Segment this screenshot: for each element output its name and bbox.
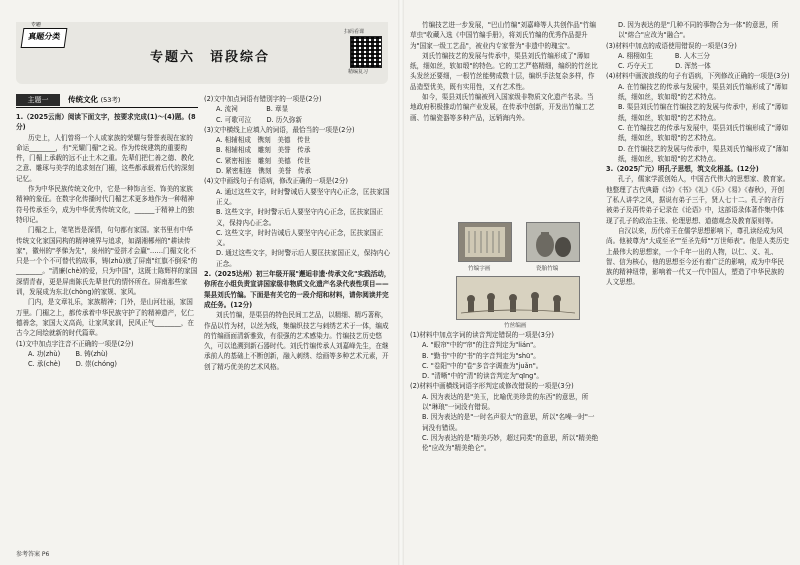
page-fold [398,0,404,565]
q1-sub2: (2)文中加点词语有错别字的一项是(2分) [204,95,322,103]
page-title: 专题六 语段综合 [150,50,271,65]
bamboo-silk-painting-image [456,276,580,320]
figure-caption-1: 竹编字画 [468,266,491,272]
column-2 [204,94,394,372]
answer-reference-footer: 参考答案 P6 [16,551,50,558]
q3-passage-1: 孔子，儒家学派创始人，中国古代伟大的思想家、教育家。他整理了古代典籍《诗》《书》《礼》《乐》《易》《春秋》，开创了私人讲学之风，据说有弟子三千，贤人七十二。孔子的言行被弟子及再传弟子记录在《论语》中，这部语录体著作集中体现了孔子的政治主张、伦理思想、道德观念及教育原则等。 [606,175,790,225]
q2-passage-1: 刘氏竹编，是渠县的特色民间工艺品，以精细、精巧著称，作品以竹为材，以丝为线，集编织技艺与刺绣艺术于一体，编成的竹编画面清新雅致，有很强的艺术感染力。竹编技艺历史悠久，可以追溯到新石器时代。刘氏竹编传承人刘嘉峰先生，在继承前人的基础上不断创新，融入刺绣、绘画等多种艺术元素，开创了精巧优美的艺术风格。 [204,311,389,371]
option-b[interactable]: B. 铸(zhù) [75,349,108,358]
theme-count: (53考) [100,96,121,104]
q2-sub1: (1)材料中加点字词的读音判定错误的一项是(3分) [410,331,554,339]
question-1-stem: 1.（2025云南）阅读下面文字，按要求完成(1)～(4)题。(8分) [16,113,196,132]
series-small-label: 专题 [30,22,42,28]
option-b[interactable]: B. 章显 [266,105,289,114]
option-d[interactable]: D. 浑然一体 [675,62,711,71]
theme-title: 传统文化 [68,95,98,104]
q2-sub1-option-c[interactable]: C. "卷阳"中的"卷"多音字调查为"juǎn"。 [422,361,543,370]
option-a[interactable]: A. 流祠 [216,105,238,114]
q2-sub2-option-b[interactable]: B. 因为表达的是"一时名声很大"的意思，所以"名噪一时"一词没有错误。 [422,413,595,432]
q3-passage-2: 自汉以来，历代帝王在儒学思想影响下，尊孔读经成为风尚。他被尊为"大成至圣""至圣先师""万世师表"。他是人类历史上最伟大的思想家，一个千年一出的人物，以仁、义、礼、智、信为核心，他的思想至今还有着广泛的影响，成为中华民族的精神纽带，影响着一代又一代中国人，塑造了中华民族的人文思想。 [606,226,790,287]
q1-sub3-option-b[interactable]: B. 相辅相成 雕刻 美誉 传承 [216,146,311,155]
option-c[interactable]: C. 承(chè) [28,360,61,369]
q2-sub4-option-b[interactable]: B. 渠县刘氏竹编在竹编技艺的发展与传承中，形成了"薄如纸，细如丝，软如缎"的艺术特点。 [618,103,788,122]
q1-sub3-option-d[interactable]: D. 紧密相连 镌刻 美誉 传承 [216,167,311,176]
qr-code-icon[interactable] [350,36,382,68]
q2-sub4-option-c[interactable]: C. 在竹编技艺的传承与发展中，渠县刘氏竹编形成了"薄如纸，细如丝，软如缎"的艺术特点。 [618,123,789,143]
option-d[interactable]: D. 历久弥新 [266,115,303,124]
q2-sub1-option-b[interactable]: B. "勤书"中的"书"的字音判定为"shū"。 [422,351,540,360]
bamboo-calligraphy-image [458,222,512,262]
q1-passage-3: 门楣之上，笔笔皆是深情，句句都有家国。家书里有中华传统文化家国同构的精神境界与追求，如湖湘郴州的"耕读传家"，徽州的"孝悌为先"，泉州的"爱拼才会赢"……门楣文化不只是一个个不可替代的故事，铸(zhù)就了屏南"红旗不倒采"的________。"清廉(chè)的爱，只为中国"，这既士陈辉样的家国深情青春，更是屏南陈氏先辈世代的情怀所在。屏南那些家训，发展成为东北(chòng)的家规、家风。 [16,226,198,297]
series-tag [21,22,68,48]
q2-passage-2: 竹编技艺进一步发展，"巴山竹编"刘嘉峰等人共创作品"竹编草虫"收藏入选《中国竹编手册》，将刘氏竹编的优秀作品提升为"国家一级工艺品"，被业内专家誉为"非遗中的瑰宝"。 [410,21,596,50]
theme-name [68,94,120,106]
option-d[interactable]: D. 崇(chóng) [75,360,117,369]
porcelain-bamboo-image [526,222,580,262]
q2-sub4-option-a[interactable]: A. 在竹编技艺的传承与发展中，渠县刘氏竹编形成了"薄如纸，细如丝，软如缎"的艺术特点。 [618,82,788,102]
figure-caption-3: 竹丝编画 [504,323,527,329]
q1-passage-4: 门内，是文章礼乐，家族精神；门外，是山河壮丽，家国万里。门楣之上，都传承着中华民族守护了的精神遗产，忆仁德善念，家国大义高尚，让家风家训，民风正气________，在古今之间绘就新的时代篇章。 [16,298,195,338]
option-b[interactable]: B. 人木三分 [674,51,710,60]
option-c[interactable]: C. 可歌可泣 [216,115,252,124]
q1-passage-2: 作为中华民族传统文化中，它是一种饰言至、饰美的家族精神的象征。在数字化传播时代门楣艺术更多地作为一种精神符号传承至今，成为中华优秀传统文化，______于精神上的独特印记。 [16,185,195,224]
q2-passage-3: 刘氏竹编技艺的发展与传承中，渠县刘氏竹编形成了"薄如纸，细如丝，软如缎"的特色。它的工艺严格精细，编织的竹丝比头发丝还要细，一根竹丝能劈成数十层，编织手法复杂多样，作品造型优美，既有实用性，又有艺术性。 [410,51,598,91]
qr-caption-bottom: 精编复习 [348,69,369,75]
column-3 [410,20,600,123]
question-2-stem: 2.（2025达州）初三年级开展"邂逅非遗·传承文化"实践活动，你所在小组负责宣讲国家级非物质文化遗产名录代表性项目——渠县刘氏竹编。下面是有关它的一段介绍和材料，请你阅读并完成任务。(12分) [204,270,391,309]
q1-sub4-option-a[interactable]: A. 通过这些文字，时时警诫后人要坚守内心正念，匡扶家国正义。 [216,187,390,206]
column-1 [16,112,198,369]
q1-sub4-option-d[interactable]: D. 通过这些文字，时时警示后人要匡扶家国正义，保持内心正念。 [216,249,391,268]
q2-passage-4: 如今，渠县刘氏竹编被列入国家级非物质文化遗产名录。当地政府积极推动竹编产业发展，在传承中创新，开发出竹编工艺画、竹编瓷器等多种产品，远销海内外。 [410,93,595,122]
q2-sub3-options [606,51,790,72]
q2-sub2-option-d[interactable]: D. 因为表达的是"几种不同的事物合为一体"的意思，所以"熔合"应改为"融合"。 [618,21,779,40]
figure-caption-2: 瓷胎竹编 [536,266,559,272]
q2-sub3: (3)材料中加点的成语使用错误的一项是(3分) [606,41,737,50]
q1-sub4-option-b[interactable]: B. 这些文字，时时警示后人要坚守内心正念，匡扶家国正义，保持内心正念。 [216,208,383,227]
question-3-stem: 3.（2025广元）明孔子思想，筑文化根基。(12分) [606,165,759,174]
q2-sub1-option-a[interactable]: A. "眼帘"中的"帘"的注音判定为"lián"。 [422,341,540,350]
option-a[interactable]: A. 栩栩如生 [618,51,653,60]
column-3-questions [410,330,600,454]
column-4 [606,20,790,288]
theme-tag: 主题一 [16,94,60,106]
q1-sub3-option-a[interactable]: A. 相辅相成 镌刻 美德 传世 [216,136,311,145]
q1-sub4-option-c[interactable]: C. 这些文字，时时告诫后人要坚守内心正念，匡扶家国正义。 [216,228,384,248]
q1-passage-1: 历史上，人们曾将一个人或家族的荣耀与誉誉表现在家的命运________，有"光耀门楣"之说。作为传统建筑的重要构件，门楣上承载的远不止土木之重。先辈们把仁善之德、教化之意、雕琢与美学的追求刻在门楣，这些都承载着后代的深刻记忆。 [16,133,195,183]
theme-heading [16,94,198,108]
q2-sub2-option-a[interactable]: A. 因为表达的是"美玉，比喻优美珍贵的东西"的意思，所以"琳琅"一词没有错误。 [422,392,589,412]
q2-sub2: (2)材料中画横线词语字形判定或修改错误的一项是(3分) [410,382,574,391]
series-label: 真题分类 [27,32,61,41]
option-a[interactable]: A. 功(zhù) [28,349,61,358]
q2-sub4-option-d[interactable]: D. 在竹编技艺的发展与传承中，渠县刘氏竹编形成了"薄如纸，细如丝，软如缎"的艺术特点。 [618,144,789,163]
q1-sub3: (3)文中横线上应填入的词语，最恰当的一项是(2分) [204,125,355,134]
q2-sub2-option-c[interactable]: C. 因为表达的是"精美巧妙，超过同类"的意思，所以"精美绝伦"应改为"精美绝仑"。 [422,433,599,453]
option-c[interactable]: C. 巧夺天工 [618,62,654,71]
qr-caption-top: 扫码看课 [344,29,365,35]
q2-sub1-option-d[interactable]: D. "清晰"中的"清"的读音判定为"qīng"。 [422,372,543,381]
q1-sub1-options [16,349,198,370]
q2-sub4: (4)材料中画波浪线的句子有语病，下列修改正确的一项是(3分) [606,72,790,81]
q1-sub1: (1)文中加点字注音不正确的一项是(2分) [16,339,134,348]
q1-sub4: (4)文中画线句子有语病，修改正确的一项是(2分) [204,177,348,186]
q1-sub3-option-c[interactable]: C. 紧密相连 雕刻 美德 传世 [216,156,311,165]
q1-sub2-options [204,104,394,125]
